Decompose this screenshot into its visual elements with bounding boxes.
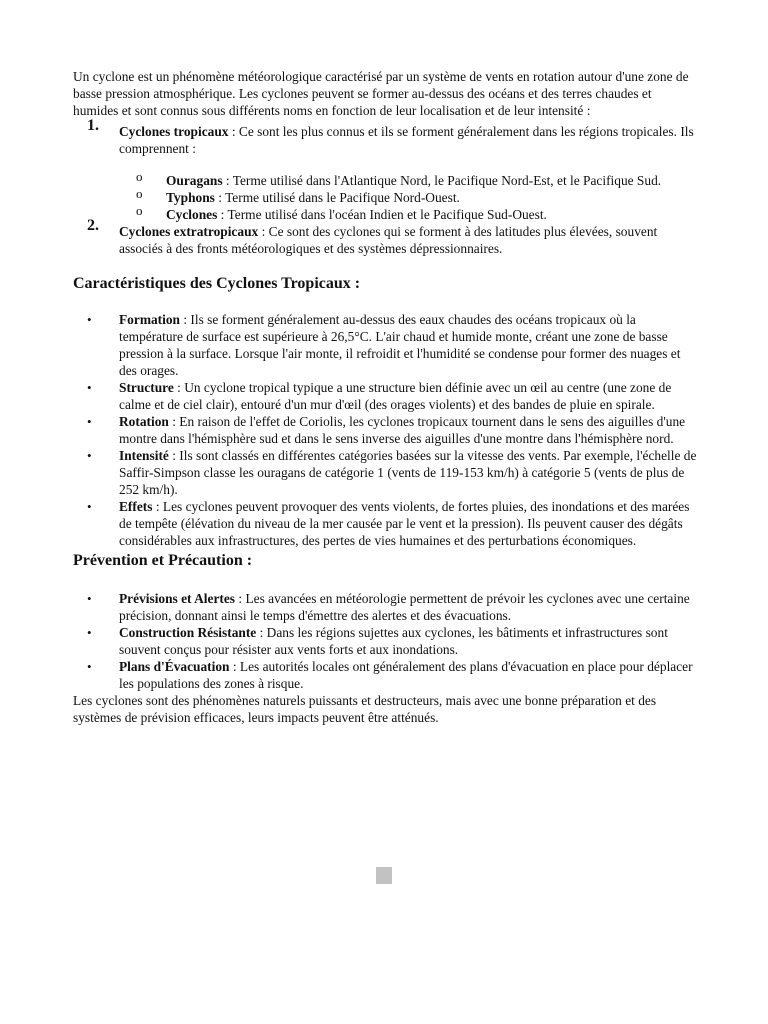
bullet-icon: • <box>87 659 92 674</box>
bullet-list-prevention <box>73 590 699 692</box>
description: : Terme utilisé dans le Pacifique Nord-Ouest. <box>214 190 460 205</box>
section-heading-caracteristiques: Caractéristiques des Cyclones Tropicaux : <box>73 275 361 292</box>
description: : Un cyclone tropical typique a une structure bien définie avec un œil au centre (une zone de calme et de ciel clair), entouré d'un mur d'œil (des orages violents) et des bandes de pluie en spirale. <box>119 380 672 412</box>
circle-bullet-icon: o <box>136 203 143 218</box>
description: : Les autorités locales ont généralement des plans d'évacuation en place pour déplacer les populations des zones à risque. <box>119 659 693 691</box>
description: : Les cyclones peuvent provoquer des vents violents, de fortes pluies, des inondations et des marées de tempête (élévation du niveau de la mer causée par le vent et la pression). Ils peuvent causer des dégâts considérables aux infrastructures, des pertes de vies humaines et des perturbations économiques. <box>119 499 690 548</box>
sub-list <box>119 169 699 223</box>
list-item-text <box>119 223 699 257</box>
list-item <box>73 413 699 447</box>
list-item-type-2 <box>73 217 699 257</box>
term: Cyclones extratropicaux <box>119 224 259 239</box>
description: : Terme utilisé dans l'Atlantique Nord, le Pacifique Nord-Est, et le Pacifique Sud. <box>222 173 662 188</box>
description: : Terme utilisé dans l'océan Indien et le Pacifique Sud-Ouest. <box>217 207 547 222</box>
term: Structure <box>119 380 174 395</box>
list-item <box>73 624 699 658</box>
description: : Dans les régions sujettes aux cyclones, les bâtiments et infrastructures sont souvent conçus pour résister aux vents forts et aux inondations. <box>119 625 668 657</box>
bullet-icon: • <box>87 591 92 606</box>
list-item <box>73 498 699 549</box>
bullet-icon: • <box>87 499 92 514</box>
term: Rotation <box>119 414 169 429</box>
document-page <box>73 68 699 726</box>
page-marker-square <box>376 867 392 884</box>
term: Plans d'Évacuation <box>119 659 230 674</box>
list-item <box>73 658 699 692</box>
intro-paragraph: Un cyclone est un phénomène météorologique caractérisé par un système de vents en rotation autour d'une zone de basse pression atmosphérique. Les cyclones peuvent se former au-dessus des océans et des terres chaudes et humides et sont connus sous différents noms en fonction de leur localisation et de leur intensité : <box>73 69 689 118</box>
sub-list-item <box>73 186 699 206</box>
term: Construction Résistante <box>119 625 257 640</box>
term: Cyclones <box>166 207 218 222</box>
circle-bullet-icon: o <box>136 169 143 184</box>
bullet-icon: • <box>87 312 92 327</box>
list-item <box>73 590 699 624</box>
bullet-list-caracteristiques <box>73 311 699 549</box>
term: Ouragans <box>166 173 223 188</box>
description: : Ce sont les plus connus et ils se forment généralement dans les régions tropicales. Ils comprennent : <box>119 124 694 156</box>
description: : Ils sont classés en différentes catégories basées sur la vitesse des vents. Par exemple, l'échelle de Saffir-Simpson classe les ouragans de catégorie 1 (vents de 119-153 km/h) à catégorie 5 (vents de plus de 252 km/h). <box>119 448 697 497</box>
sub-list-item <box>73 169 699 189</box>
list-number: 2. <box>87 217 99 234</box>
term: Effets <box>119 499 153 514</box>
description: : Ce sont des cyclones qui se forment à des latitudes plus élevées, souvent associés à des fronts météorologiques et des systèmes dépressionnaires. <box>119 224 658 256</box>
list-item <box>73 447 699 498</box>
description: : En raison de l'effet de Coriolis, les cyclones tropicaux tournent dans le sens des aiguilles d'une montre dans l'hémisphère sud et dans le sens inverse des aiguilles d'une montre dans l'hémisphère nord. <box>119 414 686 446</box>
section-heading-prevention: Prévention et Précaution : <box>73 552 253 569</box>
bullet-icon: • <box>87 625 92 640</box>
term: Formation <box>119 312 180 327</box>
bullet-icon: • <box>87 414 92 429</box>
term: Intensité <box>119 448 169 463</box>
sub-list-item <box>73 203 699 223</box>
list-item-type-1 <box>73 117 699 223</box>
bullet-icon: • <box>87 380 92 395</box>
conclusion-paragraph: Les cyclones sont des phénomènes naturels puissants et destructeurs, mais avec une bonne préparation et des systèmes de prévision efficaces, leurs impacts peuvent être atténués. <box>73 693 657 725</box>
bullet-icon: • <box>87 448 92 463</box>
list-item <box>73 311 699 379</box>
list-number: 1. <box>87 117 99 134</box>
description: : Les avancées en météorologie permettent de prévoir les cyclones avec une certaine précision, donnant ainsi le temps d'émettre des alertes et des évacuations. <box>119 591 690 623</box>
circle-bullet-icon: o <box>136 186 143 201</box>
term: Cyclones tropicaux <box>119 124 229 139</box>
list-item <box>73 379 699 413</box>
term: Prévisions et Alertes <box>119 591 236 606</box>
term: Typhons <box>166 190 215 205</box>
list-item-text <box>119 123 699 157</box>
description: : Ils se forment généralement au-dessus des eaux chaudes des océans tropicaux où la température de surface est supérieure à 26,5°C. L'air chaud et humide monte, créant une zone de basse pression à la surface. Lorsque l'air monte, il refroidit et l'humidité se condense pour former des nuages et des orages. <box>119 312 681 378</box>
